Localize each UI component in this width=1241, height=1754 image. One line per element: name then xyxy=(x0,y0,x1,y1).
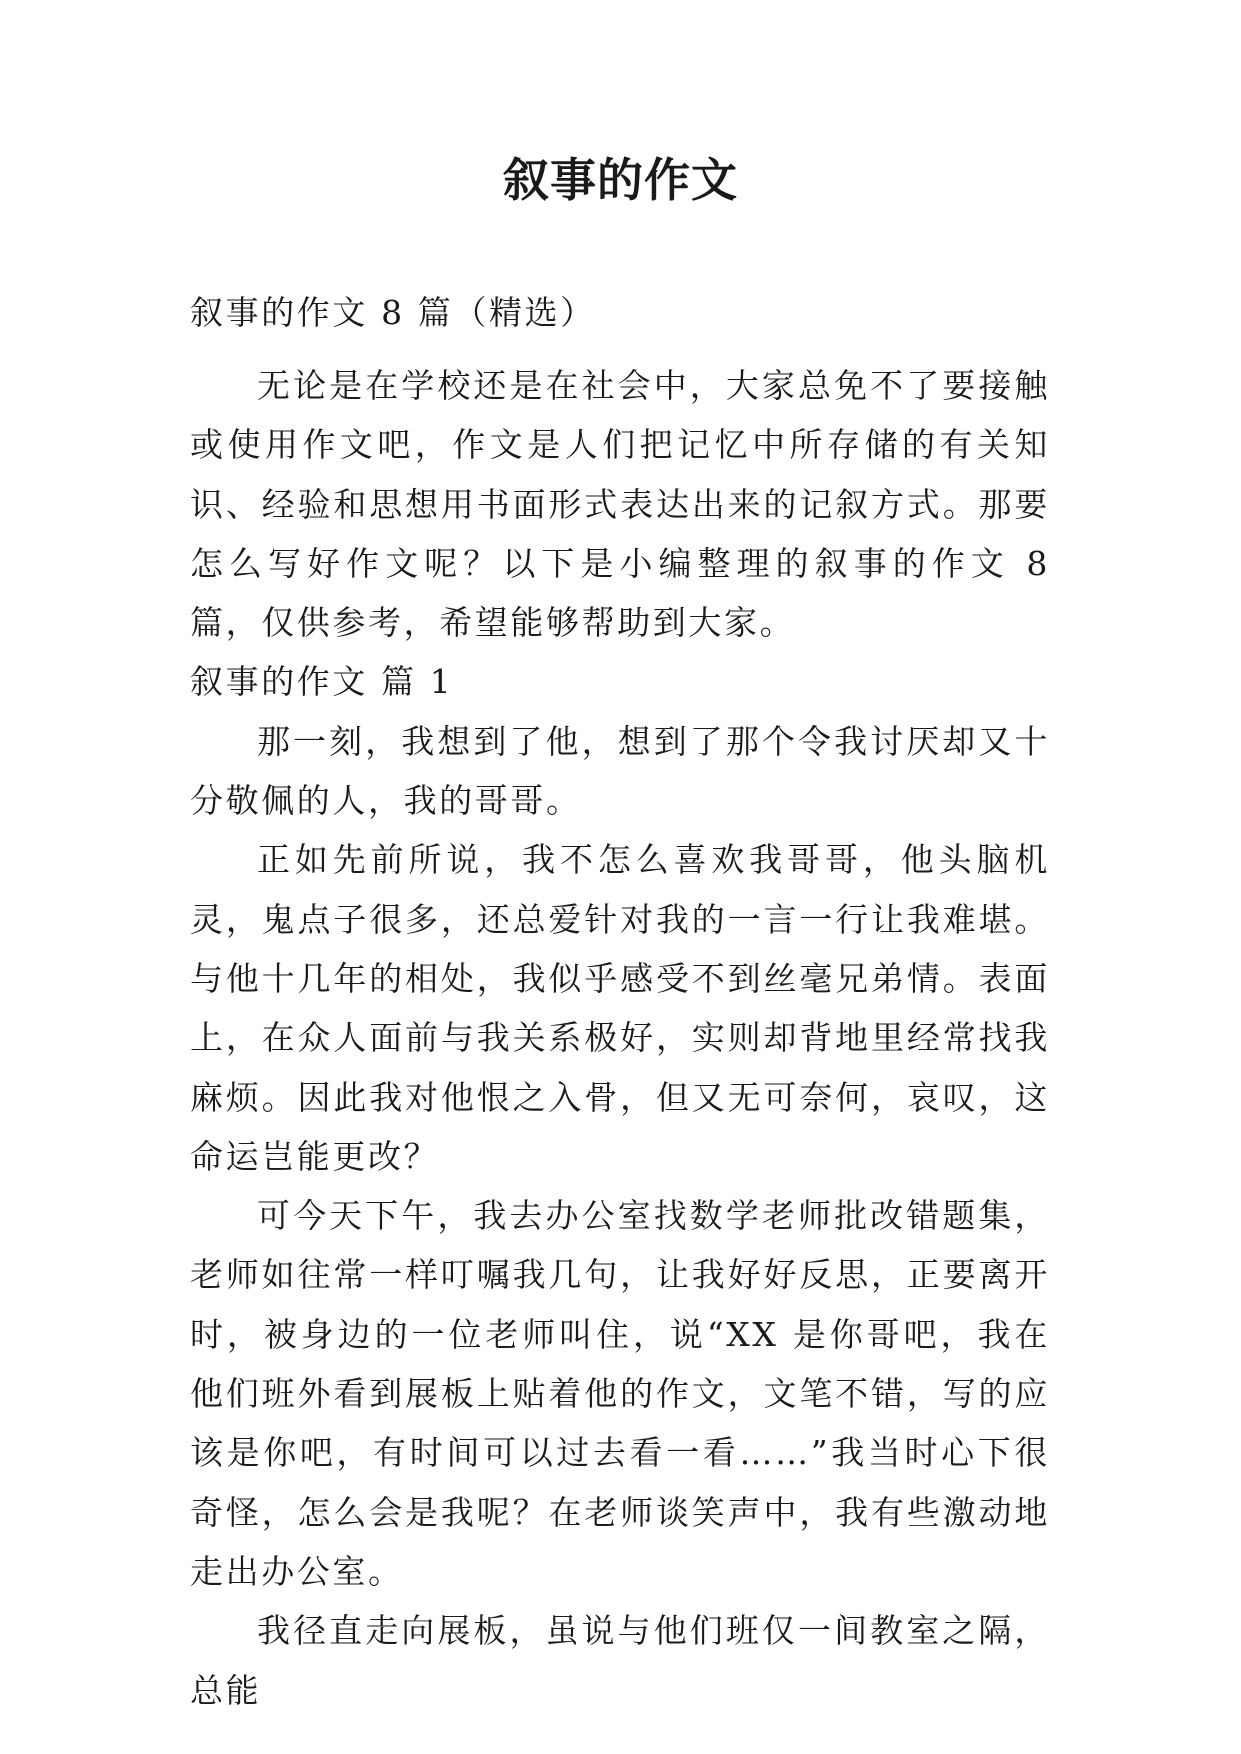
section-heading: 叙事的作文 篇 1 xyxy=(190,662,454,702)
document-body xyxy=(190,356,1050,1720)
intro-paragraph: 无论是在学校还是在社会中，大家总免不了要接触或使用作文吧，作文是人们把记忆中所存储的有关知识、经验和思想用书面形式表达出来的记叙方式。那要怎么写好作文呢？以下是小编整理的叙事的作文 8 篇，仅供参考，希望能够帮助到大家。 xyxy=(190,366,1050,643)
body-paragraph: 我径直走向展板，虽说与他们班仅一间教室之隔，总能 xyxy=(190,1611,1050,1710)
body-paragraph: 可今天下午，我去办公室找数学老师批改错题集，老师如往常一样叮嘱我几句，让我好好反思，正要离开时，被身边的一位老师叫住，说“XX 是你哥吧，我在他们班外看到展板上贴着他的作文，文笔不错，写的应该是你吧，有时间可以过去看一看……”我当时心下很奇怪，怎么会是我呢？在老师谈笑声中，我有些激动地走出办公室。 xyxy=(190,1196,1050,1591)
body-paragraph: 那一刻，我想到了他，想到了那个令我讨厌却又十分敬佩的人，我的哥哥。 xyxy=(190,721,1050,821)
body-paragraph: 正如先前所说，我不怎么喜欢我哥哥，他头脑机灵，鬼点子很多，还总爱针对我的一言一行让我难堪。与他十几年的相处，我似乎感受不到丝毫兄弟情。表面上，在众人面前与我关系极好，实则却背地里经常找我麻烦。因此我对他恨之入骨，但又无可奈何，哀叹，这命运岂能更改？ xyxy=(190,840,1050,1176)
document-title: 叙事的作文 xyxy=(503,153,738,207)
document-subtitle: 叙事的作文 8 篇（精选） xyxy=(190,293,596,332)
